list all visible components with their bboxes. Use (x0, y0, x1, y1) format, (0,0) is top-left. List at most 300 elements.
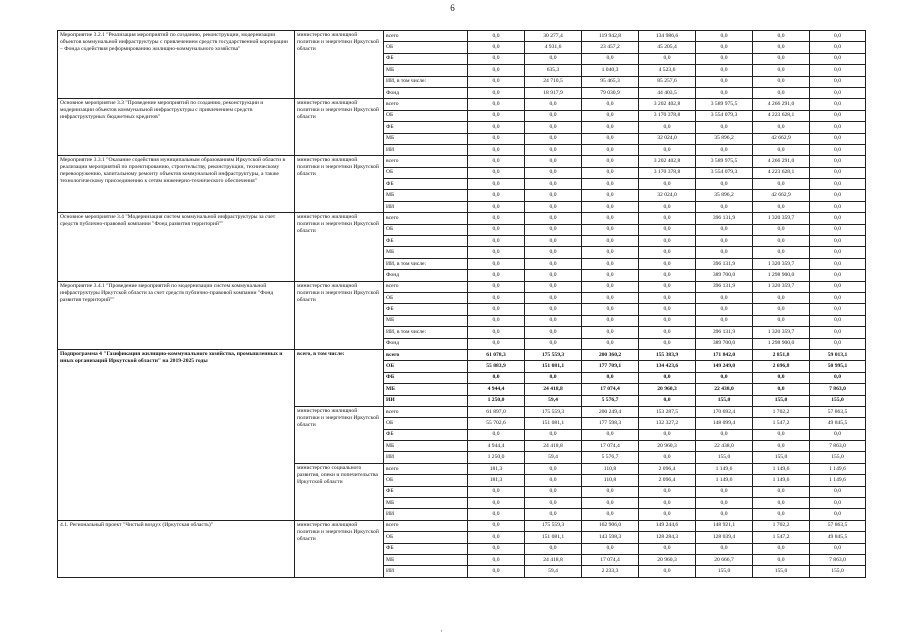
amount-cell: 0,0 (525, 133, 582, 144)
amount-cell: 61 078,3 (468, 349, 525, 360)
executor: министерство жилищной политики и энергетики Иркутской области (295, 156, 384, 213)
amount-cell: 0,0 (639, 486, 696, 497)
amount-cell: 3 589 975,5 (696, 99, 753, 110)
amount-cell: 0,0 (525, 122, 582, 133)
amount-cell: 148 921,1 (696, 520, 753, 531)
amount-cell: 0,0 (525, 338, 582, 349)
amount-cell: 0,0 (639, 498, 696, 509)
funding-source: ОБ (384, 42, 468, 53)
executor: всего, в том числе: (295, 349, 384, 406)
amount-cell: 0,0 (753, 304, 810, 315)
funding-source: ОБ (384, 475, 468, 486)
amount-cell: 24 710,5 (525, 76, 582, 87)
amount-cell: 45 205,4 (639, 42, 696, 53)
amount-cell: 59 013,1 (810, 349, 866, 360)
amount-cell: 0,0 (468, 42, 525, 53)
funding-source: всего (384, 31, 468, 42)
amount-cell: 1 320 359,7 (753, 281, 810, 292)
amount-cell: 0,0 (582, 201, 639, 212)
amount-cell: 0,0 (639, 224, 696, 235)
amount-cell: 0,0 (639, 543, 696, 554)
amount-cell: 0,0 (582, 190, 639, 201)
amount-cell: 0,0 (525, 486, 582, 497)
amount-cell: 0,0 (753, 201, 810, 212)
amount-cell: 1 320 359,7 (753, 258, 810, 269)
funding-source: ФБ (384, 53, 468, 64)
amount-cell: 1 547,2 (753, 532, 810, 543)
amount-cell: 23 457,2 (582, 42, 639, 53)
amount-cell: 0,0 (639, 247, 696, 258)
amount-cell: 0,0 (525, 429, 582, 440)
budget-table (57, 30, 866, 578)
amount-cell: 7 863,0 (810, 384, 866, 395)
amount-cell: 20 960,3 (639, 441, 696, 452)
amount-cell: 155,0 (810, 452, 866, 463)
amount-cell: 59,4 (525, 566, 582, 577)
table-row (58, 349, 866, 360)
amount-cell: 0,0 (468, 65, 525, 76)
amount-cell: 0,0 (582, 213, 639, 224)
amount-cell: 0,0 (810, 281, 866, 292)
amount-cell: 0,0 (810, 270, 866, 281)
amount-cell: 4 266 291,0 (753, 99, 810, 110)
amount-cell: 17 074,4 (582, 384, 639, 395)
funding-source: ОБ (384, 292, 468, 303)
amount-cell: 24 418,8 (525, 384, 582, 395)
amount-cell: 0,0 (582, 281, 639, 292)
amount-cell: 0,0 (525, 156, 582, 167)
amount-cell: 18 917,9 (525, 87, 582, 98)
amount-cell: 44 403,5 (639, 87, 696, 98)
funding-source: ОБ (384, 418, 468, 429)
amount-cell: 4 523,6 (639, 65, 696, 76)
amount-cell: 0,0 (468, 99, 525, 110)
amount-cell: 175 559,3 (525, 520, 582, 531)
executor: министерство жилищной политики и энергетики Иркутской области (295, 281, 384, 349)
amount-cell: 1 320 359,7 (753, 213, 810, 224)
funding-source: МБ (384, 554, 468, 565)
funding-source: ОБ (384, 224, 468, 235)
amount-cell: 0,0 (582, 133, 639, 144)
amount-cell: 3 202 402,8 (639, 99, 696, 110)
amount-cell: 1 149,6 (696, 463, 753, 474)
amount-cell: 0,0 (696, 304, 753, 315)
amount-cell: 110,8 (582, 475, 639, 486)
amount-cell: 0,0 (639, 509, 696, 520)
amount-cell: 3 202 402,8 (639, 156, 696, 167)
amount-cell: 0,0 (639, 338, 696, 349)
amount-cell: 0,0 (696, 498, 753, 509)
amount-cell: 181,3 (468, 463, 525, 474)
funding-source: ИИ, в том числе: (384, 258, 468, 269)
amount-cell: 0,0 (696, 509, 753, 520)
amount-cell: 0,0 (468, 247, 525, 258)
amount-cell: 0,0 (810, 133, 866, 144)
amount-cell: 0,0 (468, 236, 525, 247)
amount-cell: 389 700,0 (696, 270, 753, 281)
funding-source: ОБ (384, 110, 468, 121)
amount-cell: 0,0 (468, 122, 525, 133)
amount-cell: 0,0 (696, 429, 753, 440)
budget-table-body (58, 31, 866, 578)
funding-source: ФБ (384, 429, 468, 440)
amount-cell: 0,0 (753, 486, 810, 497)
funding-source: ФБ (384, 236, 468, 247)
amount-cell: 149 249,0 (696, 361, 753, 372)
amount-cell: 0,0 (810, 179, 866, 190)
amount-cell: 0,0 (468, 509, 525, 520)
funding-source: ИИ, в том числе: (384, 327, 468, 338)
amount-cell: 0,0 (696, 292, 753, 303)
amount-cell: 151 081,1 (525, 532, 582, 543)
amount-cell: 0,0 (639, 292, 696, 303)
amount-cell: 20 960,3 (639, 384, 696, 395)
amount-cell: 0,0 (753, 76, 810, 87)
amount-cell: 0,0 (525, 304, 582, 315)
amount-cell: 0,0 (525, 190, 582, 201)
amount-cell: 0,0 (582, 179, 639, 190)
executor: министерство жилищной политики и энергетики Иркутской области (295, 31, 384, 99)
amount-cell: 0,0 (753, 65, 810, 76)
amount-cell: 0,0 (468, 338, 525, 349)
amount-cell: 0,0 (525, 236, 582, 247)
amount-cell: 0,0 (525, 270, 582, 281)
amount-cell: 0,0 (639, 179, 696, 190)
amount-cell: 155,0 (696, 395, 753, 406)
amount-cell: 0,0 (810, 122, 866, 133)
amount-cell: 49 845,5 (810, 532, 866, 543)
amount-cell: 57 863,5 (810, 520, 866, 531)
amount-cell: 155,0 (696, 452, 753, 463)
amount-cell: 0,0 (696, 31, 753, 42)
amount-cell: 1 702,2 (753, 406, 810, 417)
amount-cell: 0,0 (582, 292, 639, 303)
amount-cell: 0,0 (696, 144, 753, 155)
amount-cell: 1 040,3 (582, 65, 639, 76)
amount-cell: 24 418,8 (525, 441, 582, 452)
table-row (58, 31, 866, 42)
amount-cell: 0,0 (696, 179, 753, 190)
amount-cell: 0,0 (696, 236, 753, 247)
funding-source: ФБ (384, 543, 468, 554)
amount-cell: 0,0 (810, 31, 866, 42)
amount-cell: 79 030,9 (582, 87, 639, 98)
amount-cell: 0,0 (810, 110, 866, 121)
amount-cell: 0,0 (525, 213, 582, 224)
amount-cell: 85 257,6 (639, 76, 696, 87)
amount-cell: 134 986,6 (639, 31, 696, 42)
amount-cell: 0,0 (468, 315, 525, 326)
amount-cell: 177 598,3 (582, 418, 639, 429)
amount-cell: 2 851,8 (753, 349, 810, 360)
amount-cell: 0,0 (468, 372, 525, 383)
funding-source: МБ (384, 384, 468, 395)
amount-cell: 0,0 (696, 76, 753, 87)
amount-cell: 0,0 (753, 179, 810, 190)
amount-cell: 32 024,0 (639, 133, 696, 144)
amount-cell: 0,0 (468, 201, 525, 212)
amount-cell: 55 702,6 (468, 418, 525, 429)
amount-cell: 7 863,0 (810, 441, 866, 452)
amount-cell: 0,0 (639, 429, 696, 440)
amount-cell: 0,0 (582, 498, 639, 509)
page-number: 6 (450, 3, 455, 13)
amount-cell: 396 131,9 (696, 213, 753, 224)
amount-cell: 0,0 (639, 395, 696, 406)
amount-cell: 0,0 (810, 87, 866, 98)
amount-cell: 0,0 (810, 236, 866, 247)
funding-source: Фонд (384, 338, 468, 349)
scan-mark: · (440, 626, 443, 636)
amount-cell: 0,0 (639, 122, 696, 133)
amount-cell: 0,0 (525, 475, 582, 486)
funding-source: всего (384, 213, 468, 224)
amount-cell: 35 896,2 (696, 190, 753, 201)
activity-name: Подпрограмма 4 "Газификация жилищно-коммунального хозяйства, промышленных и иных организаций Иркутской области" на 2019-2025 годы (58, 349, 295, 520)
amount-cell: 0,0 (810, 327, 866, 338)
funding-source: всего (384, 406, 468, 417)
amount-cell: 128 284,3 (639, 532, 696, 543)
amount-cell: 0,0 (525, 224, 582, 235)
amount-cell: 0,0 (468, 31, 525, 42)
amount-cell: 1 149,6 (753, 463, 810, 474)
table-row (58, 213, 866, 224)
amount-cell: 42 662,9 (753, 133, 810, 144)
amount-cell: 0,0 (525, 372, 582, 383)
table-row (58, 520, 866, 531)
amount-cell: 22 438,0 (696, 441, 753, 452)
amount-cell: 0,0 (525, 327, 582, 338)
activity-name: 4.1. Региональный проект "Чистый воздух (Иркутская область)" (58, 520, 295, 577)
amount-cell: 0,0 (582, 156, 639, 167)
amount-cell: 0,0 (753, 543, 810, 554)
amount-cell: 4 944,4 (468, 384, 525, 395)
amount-cell: 49 845,5 (810, 418, 866, 429)
amount-cell: 0,0 (525, 144, 582, 155)
amount-cell: 2 233,3 (582, 566, 639, 577)
funding-source: Фонд (384, 270, 468, 281)
amount-cell: 110,8 (582, 463, 639, 474)
amount-cell: 55 883,9 (468, 361, 525, 372)
amount-cell: 17 074,4 (582, 441, 639, 452)
amount-cell: 0,0 (468, 167, 525, 178)
funding-source: МБ (384, 498, 468, 509)
executor: министерство жилищной политики и энергетики Иркутской области (295, 213, 384, 281)
amount-cell: 177 709,1 (582, 361, 639, 372)
amount-cell: 0,0 (810, 338, 866, 349)
amount-cell: 0,0 (639, 372, 696, 383)
amount-cell: 0,0 (753, 429, 810, 440)
amount-cell: 0,0 (810, 201, 866, 212)
funding-source: ИИ, в том числе: (384, 76, 468, 87)
amount-cell: 0,0 (639, 281, 696, 292)
amount-cell: 0,0 (582, 304, 639, 315)
amount-cell: 0,0 (810, 76, 866, 87)
amount-cell: 1 149,6 (810, 475, 866, 486)
amount-cell: 396 131,9 (696, 258, 753, 269)
amount-cell: 0,0 (753, 53, 810, 64)
activity-name: Мероприятие 3.4.1 "Проведение мероприятий по модернизации систем коммунальной инфраструктуры Иркутской области за счет средств публично-правовой компании "Фонд развития территорий"" (58, 281, 295, 349)
amount-cell: 0,0 (468, 110, 525, 121)
amount-cell: 0,0 (582, 247, 639, 258)
amount-cell: 155,0 (753, 566, 810, 577)
amount-cell: 0,0 (696, 543, 753, 554)
amount-cell: 1 250,0 (468, 452, 525, 463)
amount-cell: 0,0 (639, 270, 696, 281)
amount-cell: 4 223 628,1 (753, 167, 810, 178)
amount-cell: 0,0 (810, 42, 866, 53)
amount-cell: 3 589 975,5 (696, 156, 753, 167)
amount-cell: 151 081,1 (525, 361, 582, 372)
funding-source: ФБ (384, 372, 468, 383)
amount-cell: 0,0 (582, 486, 639, 497)
amount-cell: 1 298 900,0 (753, 270, 810, 281)
amount-cell: 153 287,5 (639, 406, 696, 417)
amount-cell: 162 906,0 (582, 520, 639, 531)
amount-cell: 0,0 (468, 270, 525, 281)
amount-cell: 148 099,4 (696, 418, 753, 429)
amount-cell: 0,0 (810, 224, 866, 235)
executor: министерство жилищной политики и энергетики Иркутской области (295, 99, 384, 156)
amount-cell: 4 944,4 (468, 441, 525, 452)
amount-cell: 0,0 (582, 429, 639, 440)
amount-cell: 0,0 (468, 87, 525, 98)
funding-source: всего (384, 520, 468, 531)
amount-cell: 0,0 (582, 236, 639, 247)
amount-cell: 0,0 (639, 236, 696, 247)
amount-cell: 0,0 (810, 292, 866, 303)
amount-cell: 0,0 (696, 87, 753, 98)
amount-cell: 0,0 (810, 190, 866, 201)
amount-cell: 7 863,0 (810, 554, 866, 565)
amount-cell: 20 960,3 (639, 554, 696, 565)
amount-cell: 0,0 (639, 144, 696, 155)
amount-cell: 0,0 (639, 258, 696, 269)
amount-cell: 1 149,6 (753, 475, 810, 486)
amount-cell: 132 327,2 (639, 418, 696, 429)
amount-cell: 0,0 (810, 65, 866, 76)
amount-cell: 0,0 (639, 201, 696, 212)
amount-cell: 0,0 (525, 463, 582, 474)
amount-cell: 0,0 (582, 99, 639, 110)
amount-cell: 0,0 (753, 236, 810, 247)
amount-cell: 0,0 (468, 520, 525, 531)
funding-source: ОБ (384, 361, 468, 372)
executor: министерство социального развития, опеки и попечительства Иркутской области (295, 463, 384, 520)
funding-source: всего (384, 156, 468, 167)
amount-cell: 0,0 (639, 213, 696, 224)
amount-cell: 1 149,6 (696, 475, 753, 486)
amount-cell: 0,0 (525, 247, 582, 258)
amount-cell: 0,0 (468, 76, 525, 87)
amount-cell: 0,0 (696, 65, 753, 76)
amount-cell: 3 554 079,3 (696, 110, 753, 121)
funding-source: ИИ (384, 509, 468, 520)
amount-cell: 0,0 (468, 213, 525, 224)
amount-cell: 0,0 (525, 179, 582, 190)
amount-cell: 24 418,8 (525, 554, 582, 565)
amount-cell: 1 149,6 (810, 463, 866, 474)
amount-cell: 0,0 (639, 315, 696, 326)
amount-cell: 0,0 (525, 543, 582, 554)
amount-cell: 1 298 900,0 (753, 338, 810, 349)
amount-cell: 0,0 (582, 338, 639, 349)
amount-cell: 0,0 (810, 144, 866, 155)
amount-cell: 200 360,2 (582, 349, 639, 360)
amount-cell: 0,0 (468, 532, 525, 543)
amount-cell: 0,0 (525, 292, 582, 303)
amount-cell: 151 081,1 (525, 418, 582, 429)
amount-cell: 0,0 (468, 258, 525, 269)
executor: министерство жилищной политики и энергетики Иркутской области (295, 406, 384, 463)
amount-cell: 0,0 (810, 167, 866, 178)
amount-cell: 0,0 (525, 110, 582, 121)
amount-cell: 0,0 (582, 315, 639, 326)
amount-cell: 0,0 (753, 498, 810, 509)
amount-cell: 4 266 291,0 (753, 156, 810, 167)
activity-name: Основное мероприятие 3.3 "Проведение мероприятий по созданию, реконструкции и модернизации объектов коммунальной инфраструктуры с привлечением средств инфраструктурных бюджетных кредитов" (58, 99, 295, 156)
amount-cell: 171 842,0 (696, 349, 753, 360)
amount-cell: 0,0 (696, 224, 753, 235)
amount-cell: 0,0 (468, 133, 525, 144)
amount-cell: 155,0 (810, 395, 866, 406)
amount-cell: 5 576,7 (582, 395, 639, 406)
table-row (58, 281, 866, 292)
amount-cell: 59,4 (525, 395, 582, 406)
amount-cell: 0,0 (468, 144, 525, 155)
amount-cell: 0,0 (810, 247, 866, 258)
amount-cell: 0,0 (753, 372, 810, 383)
amount-cell: 2 696,8 (753, 361, 810, 372)
amount-cell: 0,0 (468, 281, 525, 292)
amount-cell: 0,0 (696, 201, 753, 212)
funding-source: МБ (384, 65, 468, 76)
amount-cell: 119 942,8 (582, 31, 639, 42)
amount-cell: 0,0 (582, 509, 639, 520)
amount-cell: 175 559,3 (525, 349, 582, 360)
amount-cell: 143 598,3 (582, 532, 639, 543)
amount-cell: 155 383,9 (639, 349, 696, 360)
amount-cell: 0,0 (468, 498, 525, 509)
amount-cell: 0,0 (582, 110, 639, 121)
amount-cell: 0,0 (525, 498, 582, 509)
funding-source: ИИ (384, 452, 468, 463)
amount-cell: 30 277,4 (525, 31, 582, 42)
amount-cell: 0,0 (810, 99, 866, 110)
funding-source: ИИ (384, 566, 468, 577)
amount-cell: 0,0 (468, 327, 525, 338)
activity-name: Основное мероприятие 3.4 "Модернизация систем коммунальной инфраструктуры за счет средств публично-правовой компании "Фонд развития территорий"" (58, 213, 295, 281)
amount-cell: 0,0 (639, 327, 696, 338)
amount-cell: 61 897,0 (468, 406, 525, 417)
amount-cell: 5 576,7 (582, 452, 639, 463)
amount-cell: 35 896,2 (696, 133, 753, 144)
amount-cell: 170 692,4 (696, 406, 753, 417)
amount-cell: 22 438,0 (696, 384, 753, 395)
amount-cell: 635,3 (525, 65, 582, 76)
amount-cell: 0,0 (810, 509, 866, 520)
amount-cell: 0,0 (696, 372, 753, 383)
funding-source: ОБ (384, 167, 468, 178)
amount-cell: 0,0 (810, 53, 866, 64)
amount-cell: 155,0 (753, 452, 810, 463)
amount-cell: 0,0 (525, 315, 582, 326)
amount-cell: 0,0 (468, 190, 525, 201)
amount-cell: 0,0 (753, 384, 810, 395)
amount-cell: 0,0 (468, 292, 525, 303)
amount-cell: 0,0 (525, 167, 582, 178)
funding-source: Фонд (384, 87, 468, 98)
